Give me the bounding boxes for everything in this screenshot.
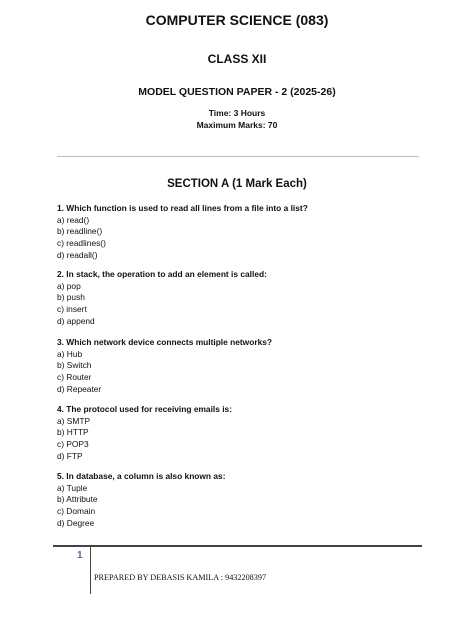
prepared-by-text: PREPARED BY DEBASIS KAMILA : 9432208397 <box>94 573 267 582</box>
option-b: b) push <box>57 292 85 303</box>
question-text: 5. In database, a column is also known as: <box>57 471 226 481</box>
option-c: c) insert <box>57 304 87 315</box>
option-c: c) Router <box>57 372 92 383</box>
question-3 <box>57 337 437 396</box>
option-a: a) read() <box>57 214 90 225</box>
class-title: CLASS XII <box>207 52 267 66</box>
option-d: d) readall() <box>57 249 98 260</box>
option-d: d) Repeater <box>57 383 102 394</box>
option-a: a) Hub <box>57 348 83 359</box>
question-text: 1. Which function is used to read all lines from a file into a list? <box>57 203 308 213</box>
header-divider <box>57 156 419 157</box>
question-text: 3. Which network device connects multiple networks? <box>57 337 273 347</box>
option-b: b) HTTP <box>57 427 89 438</box>
question-4 <box>57 404 437 463</box>
question-1 <box>57 203 437 262</box>
subject-title: COMPUTER SCIENCE (083) <box>145 12 329 28</box>
paper-title: MODEL QUESTION PAPER - 2 (2025-26) <box>138 86 336 98</box>
option-c: c) POP3 <box>57 439 89 450</box>
section-heading: SECTION A (1 Mark Each) <box>167 178 307 190</box>
question-5 <box>57 471 437 530</box>
page-number: 1 <box>77 550 83 561</box>
option-b: b) Attribute <box>57 494 98 505</box>
option-a: a) pop <box>57 280 81 291</box>
question-2 <box>57 269 437 328</box>
option-c: c) Domain <box>57 506 96 517</box>
option-a: a) SMTP <box>57 415 91 426</box>
option-b: b) readline() <box>57 226 103 237</box>
time-info: Time: 3 Hours <box>208 108 266 118</box>
option-b: b) Switch <box>57 360 92 371</box>
option-d: d) Degree <box>57 517 95 528</box>
option-a: a) Tuple <box>57 482 88 493</box>
question-text: 2. In stack, the operation to add an element is called: <box>57 269 267 279</box>
option-d: d) append <box>57 315 95 326</box>
question-text: 4. The protocol used for receiving emails is: <box>57 404 232 414</box>
marks-info: Maximum Marks: 70 <box>196 120 278 130</box>
footer-vertical-divider <box>90 546 91 594</box>
option-c: c) readlines() <box>57 238 106 249</box>
footer-divider <box>53 545 422 547</box>
option-d: d) FTP <box>57 450 83 461</box>
